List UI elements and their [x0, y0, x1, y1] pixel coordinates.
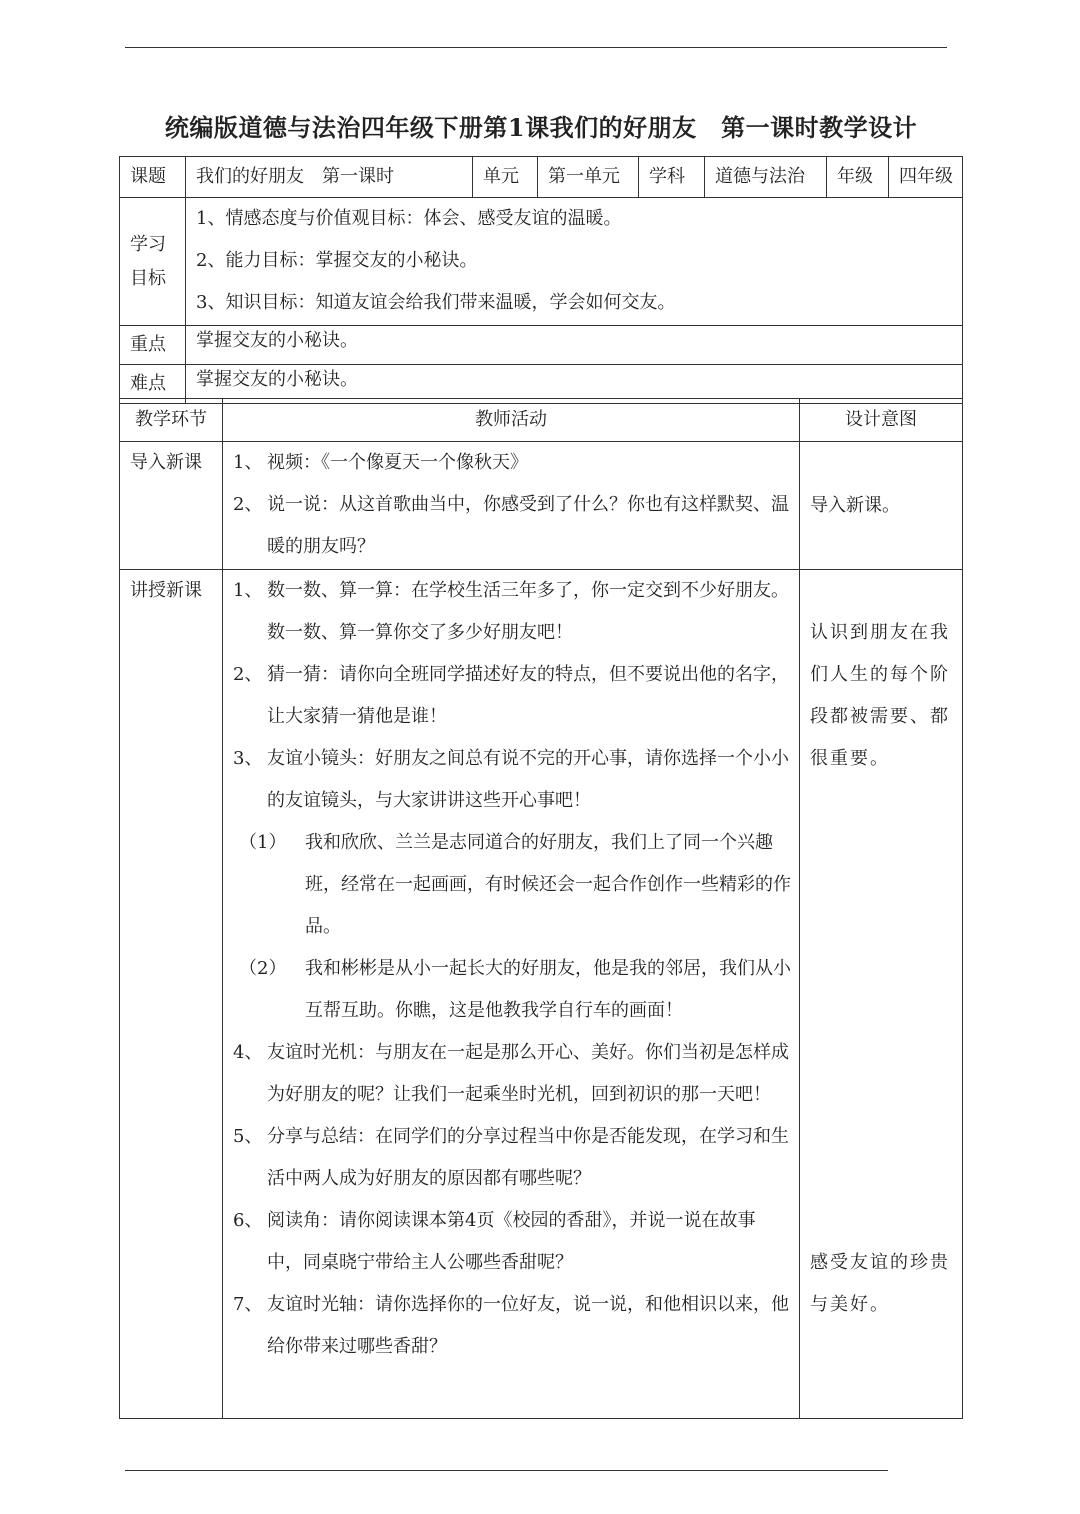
- list-item: 5、 分享与总结：在同学们的分享过程当中你是否能发现，在学习和生活中两人成为好朋友的原因都有哪些呢？: [233, 1126, 789, 1189]
- unit-value: 第一单元: [538, 157, 639, 198]
- document-title: 统编版道德与法治四年级下册第1课我们的好朋友 第一课时教学设计: [164, 113, 918, 142]
- goal-item: 2、能力目标：掌握交友的小秘诀。: [196, 250, 478, 271]
- difficulty-value: 掌握交友的小秘诀。: [186, 365, 963, 404]
- list-item: 2、 猜一猜：请你向全班同学描述好友的特点，但不要说出他的名字，让大家猜一猜他是谁！: [233, 664, 789, 727]
- intro-intent: 导入新课。: [800, 442, 963, 570]
- grade-label: 年级: [827, 157, 889, 198]
- goal-item: 3、知识目标：知道友谊会给我们带来温暖，学会如何交友。: [196, 292, 676, 313]
- list-item: 3、 友谊小镜头：好朋友之间总有说不完的开心事，请你选择一个小小的友谊镜头，与大家讲讲这些开心事吧！: [233, 748, 789, 811]
- header-stage: 教学环节: [120, 399, 223, 442]
- topic-value: 我们的好朋友 第一课时: [186, 157, 473, 198]
- header-intent: 设计意图: [800, 399, 963, 442]
- difficulty-label: 难点: [120, 365, 186, 404]
- teach-intent-2: 感受友谊的珍贵与美好。: [810, 1252, 950, 1315]
- goal-item: 1、情感态度与价值观目标：体会、感受友谊的温暖。: [196, 208, 622, 229]
- subject-value: 道德与法治: [705, 157, 827, 198]
- list-item: 2、 说一说：从这首歌曲当中，你感受到了什么？你也有这样默契、温暖的朋友吗？: [233, 494, 789, 557]
- teach-activities: [223, 570, 800, 1419]
- intro-stage: 导入新课: [120, 442, 223, 570]
- list-item: 1、 数一数、算一算：在学校生活三年多了，你一定交到不少好朋友。数一数、算一算你交了多少好朋友吧！: [233, 580, 789, 643]
- goals-cell: [186, 198, 963, 326]
- list-item: 7、 友谊时光轴：请你选择你的一位好友，说一说，和他相识以来，他给你带来过哪些香甜？: [233, 1294, 789, 1357]
- lesson-info-table: [119, 156, 963, 404]
- list-item: 6、 阅读角：请你阅读课本第4页《校园的香甜》，并说一说在故事中，同桌晓宁带给主人公哪些香甜呢？: [233, 1210, 756, 1273]
- key-value: 掌握交友的小秘诀。: [186, 326, 963, 365]
- goals-label: [120, 198, 186, 326]
- teaching-process-table: [119, 398, 963, 1419]
- key-label: 重点: [120, 326, 186, 365]
- list-item: 4、 友谊时光机：与朋友在一起是那么开心、美好。你们当初是怎样成为好朋友的呢？让我们一起乘坐时光机，回到初识的那一天吧！: [233, 1042, 789, 1105]
- grade-value: 四年级: [889, 157, 963, 198]
- list-item: 1、 视频：《一个像夏天一个像秋天》: [233, 452, 528, 473]
- sub-item: （1） 我和欣欣、兰兰是志同道合的好朋友，我们上了同一个兴趣班，经常在一起画画，有时候还会一起合作创作一些精彩的作品。: [239, 832, 791, 937]
- subject-label: 学科: [639, 157, 705, 198]
- top-rule: [125, 47, 947, 48]
- sub-item: （2） 我和彬彬是从小一起长大的好朋友，他是我的邻居，我们从小互帮互助。你瞧，这是他教我学自行车的画面！: [239, 958, 791, 1021]
- header-activity: 教师活动: [223, 399, 800, 442]
- intro-activities: [223, 442, 800, 570]
- teach-intent-1: 认识到朋友在我们人生的每个阶段都被需要、都很重要。: [810, 622, 950, 769]
- topic-label: 课题: [120, 157, 186, 198]
- goals-label-line2: 目标: [130, 267, 166, 289]
- unit-label: 单元: [473, 157, 538, 198]
- teach-intent: [800, 570, 963, 1419]
- goals-label-line1: 学习: [130, 233, 166, 255]
- teach-stage: 讲授新课: [120, 570, 223, 1419]
- bottom-rule: [125, 1470, 888, 1471]
